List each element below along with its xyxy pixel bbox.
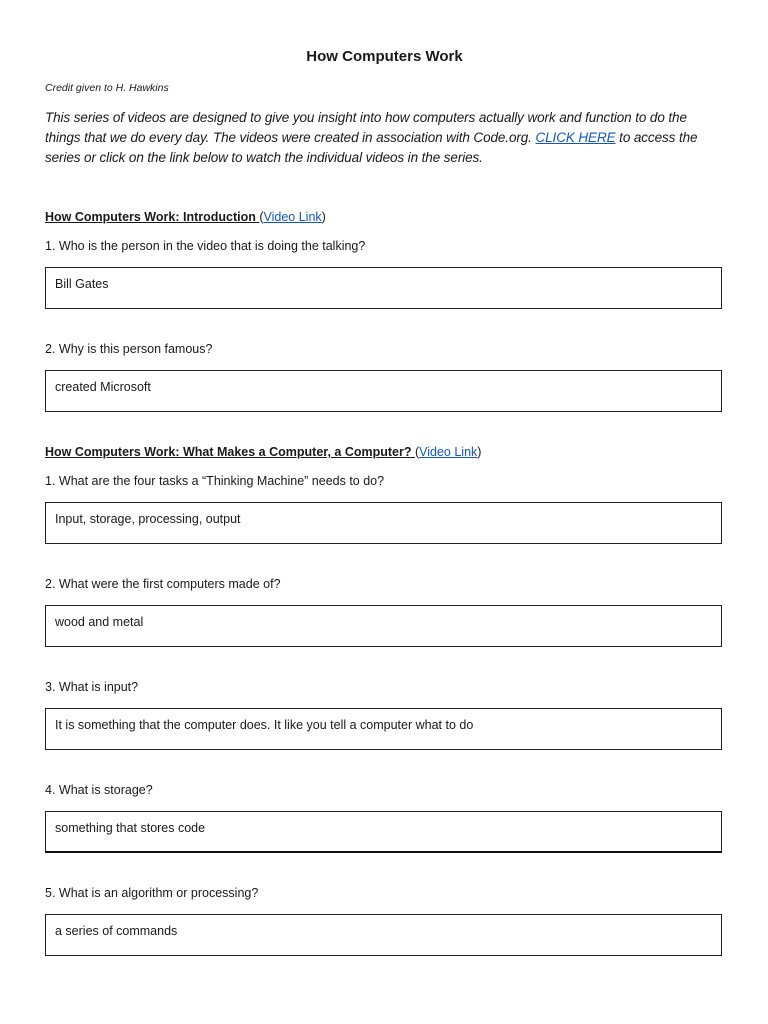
- answer-field[interactable]: wood and metal: [45, 605, 722, 647]
- paren-close: ): [321, 210, 326, 224]
- answer-field[interactable]: Bill Gates: [45, 267, 722, 309]
- question-label: 5. What is an algorithm or processing?: [45, 886, 259, 900]
- click-here-link[interactable]: CLICK HERE: [535, 130, 616, 145]
- answer-field[interactable]: a series of commands: [45, 914, 722, 956]
- section-heading-what-makes-a-computer: [45, 445, 481, 459]
- intro-paragraph: [45, 108, 724, 168]
- answer-field[interactable]: something that stores code: [45, 811, 722, 853]
- credit-line: Credit given to H. Hawkins: [45, 82, 169, 94]
- question-label: 4. What is storage?: [45, 783, 153, 797]
- answer-field[interactable]: It is something that the computer does. It like you tell a computer what to do: [45, 708, 722, 750]
- section-heading-text: How Computers Work: What Makes a Computer, a Computer?: [45, 445, 415, 459]
- question-label: 2. Why is this person famous?: [45, 342, 213, 356]
- question-label: 1. What are the four tasks a “Thinking Machine” needs to do?: [45, 474, 385, 488]
- intro-text-after-link: to access the series or click on the link below to watch the individual videos in the series.: [45, 130, 698, 165]
- question-label: 2. What were the first computers made of?: [45, 577, 281, 591]
- answer-field[interactable]: created Microsoft: [45, 370, 722, 412]
- video-link-introduction[interactable]: Video Link: [263, 210, 322, 224]
- intro-text-before-link: This series of videos are designed to give you insight into how computers actually work and function to do the things that we do every day. The videos were created in association with Code.org.: [45, 110, 687, 145]
- paren-open: (: [259, 210, 264, 224]
- question-label: 1. Who is the person in the video that is doing the talking?: [45, 239, 366, 253]
- answer-field[interactable]: Input, storage, processing, output: [45, 502, 722, 544]
- video-link-what-makes-a-computer[interactable]: Video Link: [419, 445, 478, 459]
- paren-close: ): [477, 445, 482, 459]
- paren-open: (: [414, 445, 420, 459]
- question-label: 3. What is input?: [45, 680, 139, 694]
- section-heading-introduction: [45, 210, 326, 224]
- document-title: How Computers Work: [306, 48, 463, 65]
- section-heading-text: How Computers Work: Introduction: [45, 210, 260, 224]
